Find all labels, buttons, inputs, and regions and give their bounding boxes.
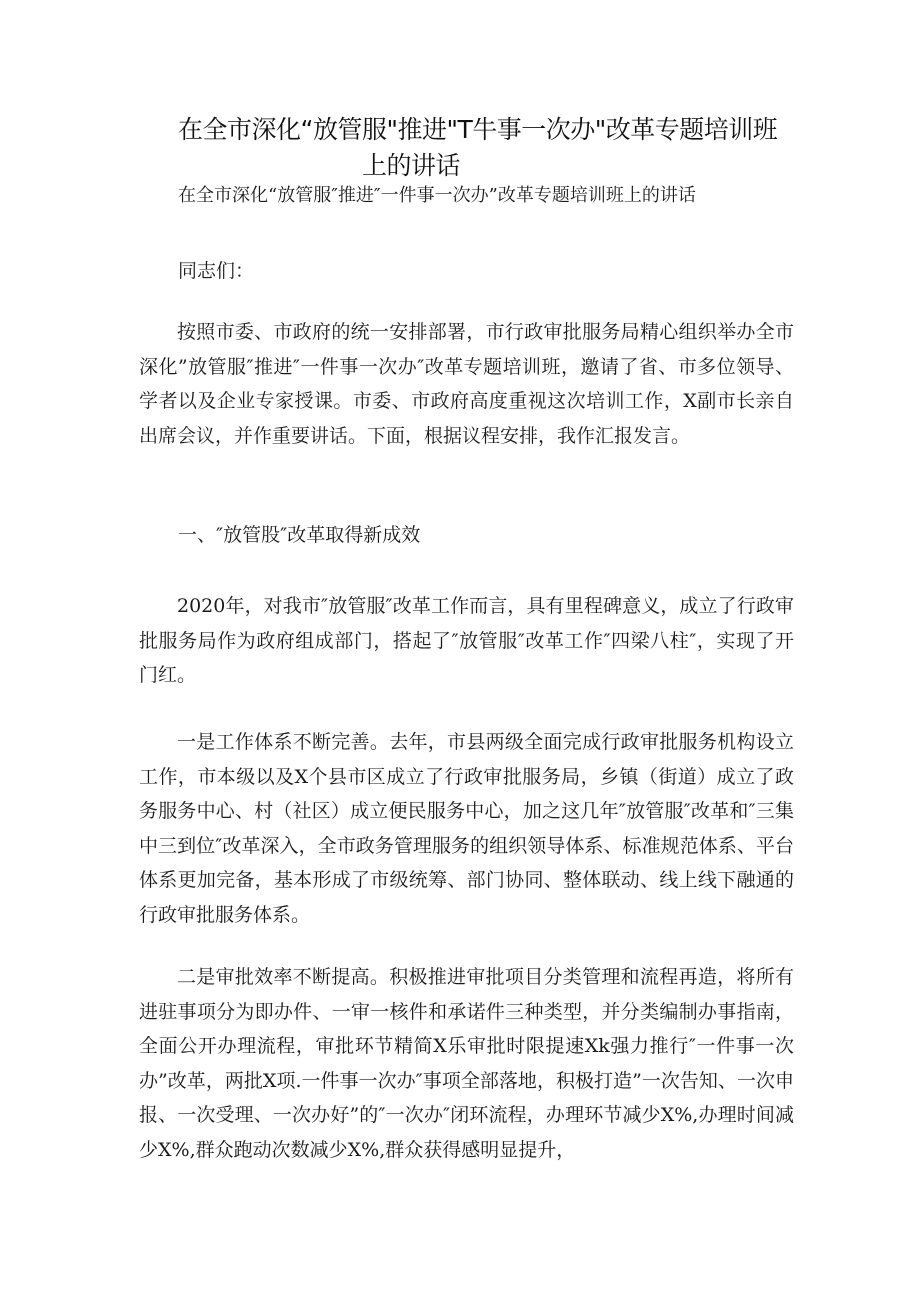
title-line-1: 在全市深化“放管服"推进"T牛事一次办"改革专题培训班 xyxy=(178,115,778,144)
paragraph-approval-efficiency: 二是审批效率不断提高。积极推进审批项目分类管理和流程再造，将所有进驻事项分为即办件、一审一核件和承诺件三种类型，并分类编制办事指南，全面公开办理流程，审批环节精简X乐审批时限提速Xk强力推行″一件事一次办”改革，两批X项.一件事一次办″事项全部落地，积极打造”一次告知、一次申报、一次受理、一次办好”的″一次办″闭环流程，办理环节减少X%,办理时间减少X%,群众跑动次数减少X%,群众获得感明显提升， xyxy=(139,966,794,1161)
section-heading: 一、″放管股″改革取得新成效 xyxy=(178,524,421,546)
title-line-2: 上的讲话 xyxy=(362,151,461,180)
salutation: 同志们： xyxy=(178,260,255,282)
paragraph-intro: 按照市委、市政府的统一安排部署，市行政审批服务局精心组织举办全市深化”放管服″推进″一件事一次办″改革专题培训班，邀请了省、市多位领导、学者以及企业专家授课。市委、市政府高度重视这次培训工作，X副市长亲自出席会议，并作重要讲话。下面，根据议程安排，我作汇报发言。 xyxy=(139,321,794,447)
document-title xyxy=(178,112,818,184)
paragraph-2020: 2020年，对我市″放管服″改革工作而言，具有里程碑意义，成立了行政审批服务局作为政府组成部门，搭起了″放管服″改革工作″四梁八柱″，实现了开门红。 xyxy=(139,595,794,687)
paragraph-work-system: 一是工作体系不断完善。去年，市县两级全面完成行政审批服务机构设立工作，市本级以及X个县市区成立了行政审批服务局，乡镇（街道）成立了政务服务中心、村（社区）成立便民服务中心，加之这几年″放管服″改革和″三集中三到位″改革深入，全市政务管理服务的组织领导体系、标准规范体系、平台体系更加完备，基本形成了市级统筹、部门协同、整体联动、线上线下融通的行政审批服务体系。 xyxy=(139,731,794,926)
document-subtitle: 在全市深化“放管服″推进″一件事一次办”改革专题培训班上的讲话 xyxy=(178,185,696,206)
